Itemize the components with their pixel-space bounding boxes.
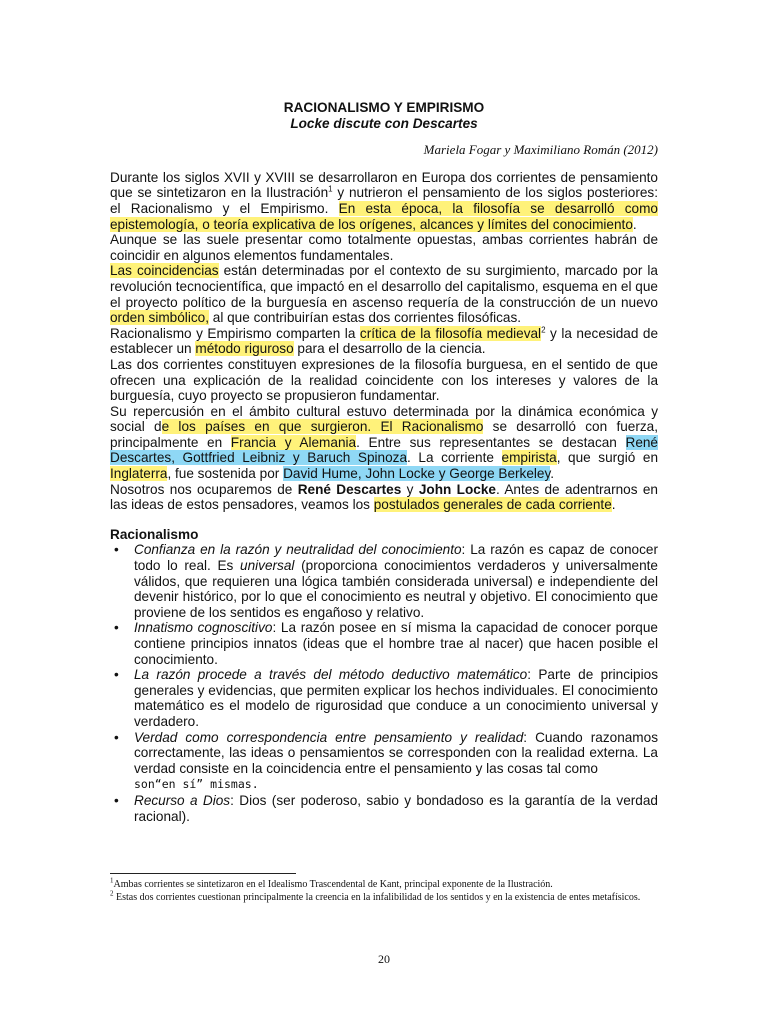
document-page bbox=[110, 100, 658, 824]
document-subtitle: Locke discute con Descartes bbox=[290, 115, 478, 131]
highlight: Francia y Alemania bbox=[230, 434, 357, 450]
page-number: 20 bbox=[378, 952, 390, 966]
highlight: empirista bbox=[501, 450, 557, 466]
list-item: • La razón procede a través del método deductivo matemático: Parte de principios generales y evidencias, que permiten explicar los hechos individuales. El conocimiento matemático es el modelo de rigurosidad que conduce a un conocimiento universal y verdadero. bbox=[114, 667, 658, 729]
highlight: postulados generales de cada corriente bbox=[373, 497, 612, 513]
list-item: • Innatismo cognoscitivo: La razón posee en sí misma la capacidad de conocer porque contiene principios innatos (ideas que el hombre trae al nacer) que hacen posible el conocimiento. bbox=[114, 620, 658, 667]
bullet-icon: • bbox=[114, 729, 119, 745]
list-item: • Confianza en la razón y neutralidad del conocimiento: La razón es capaz de conocer todo lo real. Es universal (proporciona conocimientos verdaderos y universalmente válidos, que requieren una lógica también considerada universal) e independiente del devenir histórico, por lo que el conocimiento es neutral y objetivo. El conocimiento que proviene de los sentidos es engañoso y relativo. bbox=[114, 542, 658, 620]
footnote-1: $^1$Ambas corrientes se sintetizaron en el Idealismo Trascendental de Kant, principal exponente de la Ilustración. bbox=[110, 876, 553, 890]
section-heading: Racionalismo bbox=[110, 526, 199, 542]
paragraph-4: Racionalismo y Empirismo comparten la crítica de la filosofía medieval$^2$ y la necesidad de establecer un método riguroso para el desarrollo de la ciencia. bbox=[110, 325, 659, 357]
list-item: • Verdad como correspondencia entre pensamiento y realidad: Cuando razonamos correctamente, las ideas o pensamientos se corresponden con la realidad externa. La verdad consiste en la coincidencia entre el pensamiento y las cosas tal como son“en sí” mismas. bbox=[114, 729, 658, 792]
highlight: Las coincidencias bbox=[110, 263, 219, 279]
body-text bbox=[110, 170, 658, 824]
authors-line: Mariela Fogar y Maximiliano Román (2012) bbox=[423, 142, 658, 158]
footnote-2: $^2$ Estas dos corrientes cuestionan principalmente la creencia en la infalibilidad de los sentidos y en la existencia de entes metafísicos. bbox=[110, 889, 641, 903]
highlight: e los países en que surgieron. El Racionalismo bbox=[161, 419, 484, 435]
paragraph-6: Su repercusión en el ámbito cultural estuvo determinada por la dinámica económica y social de los países en que surgieron. El Racionalismo se desarrolló con fuerza, principalmente en Francia y Alemania. Entre sus representantes se destacan René Descartes, Gottfried Leibniz y Baruch Spinoza. La corriente empirista, que surgió en Inglaterra, fue sostenida por David Hume, John Locke y George Berkeley. bbox=[110, 403, 659, 482]
bullet-icon: • bbox=[114, 667, 119, 683]
highlight: En esta época, la filosofía se desarrolló como epistemología, o teoría explicativa de los orígenes, alcances y límites del conocimiento bbox=[110, 200, 658, 232]
footnotes bbox=[110, 876, 658, 904]
paragraph-5: Las dos corrientes constituyen expresiones de la filosofía burguesa, en el sentido de que ofrecen una explicación de la realidad coincidente con los intereses y valores de la burguesía, cuyo proyecto se propusieron fundamentar. bbox=[110, 356, 658, 404]
highlight: orden simbólico, bbox=[110, 310, 209, 326]
postulates-list bbox=[110, 542, 658, 824]
bullet-icon: • bbox=[114, 542, 119, 558]
bullet-icon: • bbox=[114, 792, 119, 808]
highlight: crítica de la filosofía medieval bbox=[359, 325, 542, 341]
highlight-blue: David Hume, John Locke y George Berkeley bbox=[283, 466, 551, 482]
highlight-blue: René Descartes, Gottfried Leibniz y Baruch Spinoza bbox=[110, 434, 658, 466]
bullet-icon: • bbox=[114, 620, 119, 636]
footnote-ref-2: 2 bbox=[541, 325, 546, 335]
paragraph-7: Nosotros nos ocuparemos de René Descartes y John Locke. Antes de adentrarnos en las ideas de estos pensadores, veamos los postulados generales de cada corriente. bbox=[110, 481, 658, 513]
footnote-ref-1: 1 bbox=[328, 184, 333, 194]
paragraph-3: Las coincidencias están determinadas por el contexto de su surgimiento, marcado por la revolución tecnocientífica, que impactó en el desarrollo del capitalismo, esquema en el que el proyecto político de la burguesía en ascenso requería de la construcción de un nuevo orden simbólico, al que contribuirían estas dos corrientes filosóficas. bbox=[110, 263, 658, 326]
document-title: RACIONALISMO Y EMPIRISMO bbox=[283, 100, 485, 115]
list-item: • Recurso a Dios: Dios (ser poderoso, sabio y bondadoso es la garantía de la verdad racional). bbox=[114, 792, 658, 824]
footnote-divider bbox=[110, 873, 296, 874]
paragraph-2: Aunque se las suele presentar como totalmente opuestas, ambas corrientes habrán de coincidir en algunos elementos fundamentales. bbox=[110, 232, 658, 263]
highlight: Inglaterra bbox=[110, 466, 168, 482]
highlight: método riguroso bbox=[195, 341, 294, 357]
paragraph-1: Durante los siglos XVII y XVIII se desarrollaron en Europa dos corrientes de pensamiento que se sintetizaron en la Ilustración$^1$ y nutrieron el pensamiento de los siglos posteriores: el Racionalismo y el Empirismo. En esta época, la filosofía se desarrolló como epistemología, o teoría explicativa de los orígenes, alcances y límites del conocimiento. bbox=[110, 169, 659, 232]
